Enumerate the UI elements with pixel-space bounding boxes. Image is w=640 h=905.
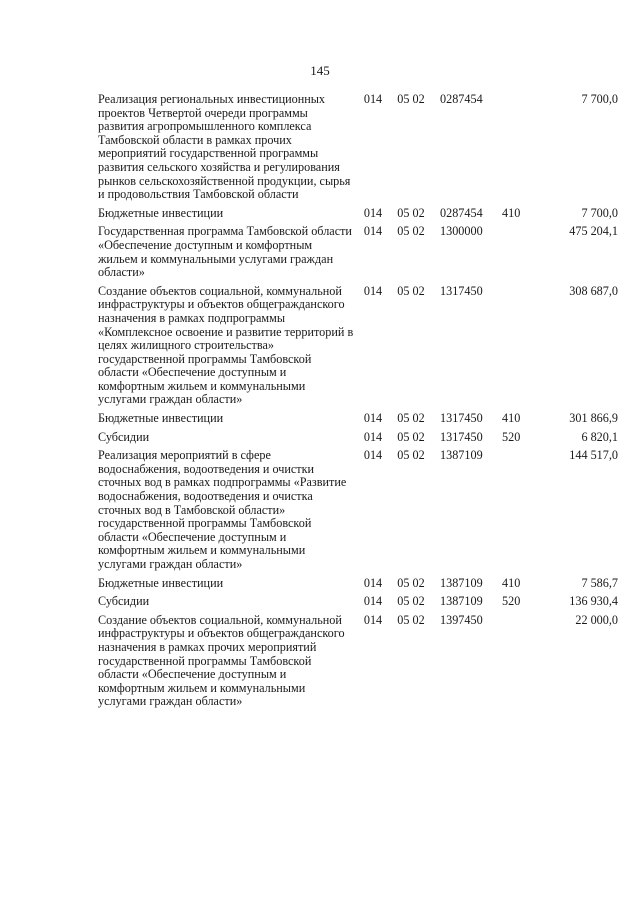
ministry-code: 014 bbox=[363, 429, 383, 444]
table-row bbox=[98, 225, 618, 284]
expense-type-code: 410 bbox=[502, 205, 521, 220]
item-name: Государственная программа Тамбовской области «Обеспечение доступным и комфортным жильем и коммунальными услугами граждан области» bbox=[98, 224, 352, 280]
budget-table-body bbox=[98, 93, 618, 714]
expense-type-code bbox=[502, 614, 538, 714]
budget-table bbox=[98, 93, 618, 714]
amount: 301 866,9 bbox=[569, 411, 618, 426]
target-article-code: 1387109 bbox=[440, 448, 483, 463]
expense-type-code bbox=[502, 93, 538, 207]
target-article-code: 1397450 bbox=[440, 612, 483, 627]
section-code: 05 02 bbox=[397, 575, 425, 590]
item-name: Бюджетные инвестиции bbox=[98, 411, 224, 426]
target-article-code: 1387109 bbox=[440, 594, 483, 609]
amount: 136 930,4 bbox=[569, 594, 618, 609]
ministry-code: 014 bbox=[363, 575, 383, 590]
target-article-code: 1317450 bbox=[440, 429, 483, 444]
table-row bbox=[98, 577, 618, 596]
ministry-code: 014 bbox=[363, 224, 383, 239]
table-row bbox=[98, 595, 618, 614]
amount: 22 000,0 bbox=[575, 612, 618, 627]
amount: 144 517,0 bbox=[569, 448, 618, 463]
section-code: 05 02 bbox=[397, 224, 425, 239]
expense-type-code: 520 bbox=[502, 594, 521, 609]
ministry-code: 014 bbox=[363, 205, 383, 220]
section-code: 05 02 bbox=[397, 594, 425, 609]
ministry-code: 014 bbox=[363, 612, 383, 627]
amount: 6 820,1 bbox=[581, 429, 618, 444]
ministry-code: 014 bbox=[363, 448, 383, 463]
expense-type-code: 410 bbox=[502, 575, 521, 590]
ministry-code: 014 bbox=[363, 411, 383, 426]
amount: 475 204,1 bbox=[569, 224, 618, 239]
ministry-code: 014 bbox=[363, 92, 383, 106]
table-row bbox=[98, 93, 618, 207]
table-row bbox=[98, 449, 618, 576]
item-name: Субсидии bbox=[98, 429, 150, 444]
section-code: 05 02 bbox=[397, 205, 425, 220]
target-article-code: 1317450 bbox=[440, 283, 483, 298]
section-code: 05 02 bbox=[397, 448, 425, 463]
item-name: Реализация региональных инвестиционных проектов Четвертой очереди программы развития агропромышленного комплекса Тамбовской области в рамках прочих мероприятий государственной программы развития сельского хозяйства и регулирования рынков сельскохозяйственной продукции, сырья и продовольствия Тамбовской области bbox=[98, 92, 351, 202]
target-article-code: 1387109 bbox=[440, 575, 483, 590]
item-name: Создание объектов социальной, коммунальной инфраструктуры и объектов общегражданского назначения в рамках подпрограммы «Комплексное освоение и развитие территорий в целях жилищного строительства» государственной программы Тамбовской области «Обеспечение доступным и комфортным жильем и коммунальными услугами граждан области» bbox=[98, 283, 354, 407]
expense-type-code: 410 bbox=[502, 411, 521, 426]
table-row bbox=[98, 431, 618, 450]
item-name: Субсидии bbox=[98, 594, 150, 609]
ministry-code: 014 bbox=[363, 594, 383, 609]
item-name: Бюджетные инвестиции bbox=[98, 205, 224, 220]
table-row bbox=[98, 412, 618, 431]
amount: 7 700,0 bbox=[581, 205, 618, 220]
item-name: Создание объектов социальной, коммунальной инфраструктуры и объектов общегражданского назначения в рамках прочих мероприятий государственной программы Тамбовской области «Обеспечение доступным и комфортным жильем и коммунальными услугами граждан области» bbox=[98, 612, 345, 709]
target-article-code: 0287454 bbox=[440, 92, 483, 106]
target-article-code: 0287454 bbox=[440, 205, 483, 220]
amount: 7 586,7 bbox=[581, 575, 618, 590]
table-row bbox=[98, 614, 618, 714]
item-name: Реализация мероприятий в сфере водоснабжения, водоотведения и очистки сточных вод в рамках подпрограммы «Развитие водоснабжения, водоотведения и очистка сточных вод в Тамбовской области» государственной программы Тамбовской области «Обеспечение доступным и комфортным жильем и коммунальными услугами граждан области» bbox=[98, 448, 347, 571]
target-article-code: 1317450 bbox=[440, 411, 483, 426]
table-row bbox=[98, 285, 618, 412]
page-number: 145 bbox=[310, 63, 330, 78]
table-row bbox=[98, 207, 618, 226]
expense-type-code bbox=[502, 225, 538, 284]
expense-type-code bbox=[502, 285, 538, 412]
amount: 308 687,0 bbox=[569, 283, 618, 298]
target-article-code: 1300000 bbox=[440, 224, 483, 239]
section-code: 05 02 bbox=[397, 283, 425, 298]
amount: 7 700,0 bbox=[581, 92, 618, 106]
section-code: 05 02 bbox=[397, 411, 425, 426]
section-code: 05 02 bbox=[397, 429, 425, 444]
expense-type-code bbox=[502, 449, 538, 576]
section-code: 05 02 bbox=[397, 92, 425, 106]
ministry-code: 014 bbox=[363, 283, 383, 298]
section-code: 05 02 bbox=[397, 612, 425, 627]
expense-type-code: 520 bbox=[502, 429, 521, 444]
item-name: Бюджетные инвестиции bbox=[98, 575, 224, 590]
